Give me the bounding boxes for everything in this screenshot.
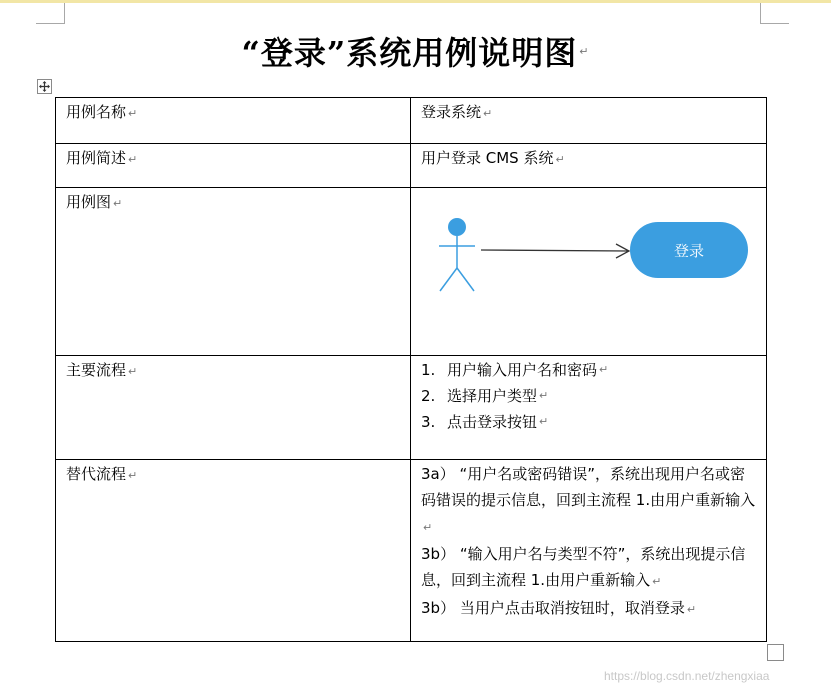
table-row <box>56 356 767 460</box>
usecase-login[interactable] <box>630 222 748 278</box>
row-label-cell[interactable] <box>56 98 411 144</box>
paragraph-mark: ↵ <box>539 415 549 428</box>
row-label-cell[interactable] <box>56 144 411 188</box>
row-value: 登录系统 <box>421 103 482 121</box>
list-number: 3. <box>421 413 436 431</box>
row-value-cell[interactable] <box>411 144 767 188</box>
row-label: 替代流程 <box>66 465 127 483</box>
paragraph-mark: ↵ <box>423 521 433 534</box>
list-text: 点击登录按钮 <box>447 413 538 431</box>
document-title-text: “登录”系统用例说明图 <box>241 34 578 72</box>
paragraph-mark: ↵ <box>128 107 138 120</box>
alt-flow-cell[interactable] <box>411 460 767 642</box>
row-label: 用例名称 <box>66 103 127 121</box>
actor-head <box>448 218 466 236</box>
paragraph-mark: ↵ <box>555 153 565 166</box>
crop-mark-top-left <box>36 3 65 24</box>
alt-flow-text: 3b） “输入用户名与类型不符”，系统出现提示信息，回到主流程 1.由用户重新输入 <box>421 545 746 589</box>
row-value-cell[interactable] <box>411 98 767 144</box>
row-value: 用户登录 CMS 系统 <box>421 149 554 167</box>
usecase-table <box>55 97 767 642</box>
alt-flow-item <box>421 595 756 623</box>
diagram-cell[interactable] <box>411 188 767 356</box>
paragraph-mark: ↵ <box>128 365 138 378</box>
paragraph-mark: ↵ <box>686 603 697 616</box>
list-item <box>421 357 756 383</box>
paragraph-mark: ↵ <box>652 575 662 588</box>
main-flow-list <box>421 357 756 435</box>
top-strip <box>0 0 831 3</box>
table-move-handle[interactable] <box>37 79 52 94</box>
association-arrow <box>481 244 629 258</box>
main-flow-cell[interactable] <box>411 356 767 460</box>
usecase-label: 登录 <box>673 242 705 260</box>
paragraph-mark: ↵ <box>539 389 549 402</box>
usecase-diagram <box>431 216 751 306</box>
actor-figure <box>439 218 475 291</box>
list-number: 2. <box>421 387 436 405</box>
row-label-cell[interactable] <box>56 188 411 356</box>
list-text: 选择用户类型 <box>447 387 538 405</box>
watermark: https://blog.csdn.net/zhengxiaa <box>604 669 770 683</box>
alt-flow-item <box>421 461 756 541</box>
alt-flow-item <box>421 541 756 595</box>
alt-flow-text: 3a） “用户名或密码错误”，系统出现用户名或密码错误的提示信息，回到主流程 1.由用户重新输入 <box>421 465 756 509</box>
table-resize-handle[interactable] <box>767 644 784 661</box>
paragraph-mark: ↵ <box>483 107 493 120</box>
alt-flow-text: 3b） 当用户点击取消按钮时，取消登录 <box>421 599 685 617</box>
paragraph-mark: ↵ <box>113 197 123 210</box>
table-row <box>56 460 767 642</box>
row-label-cell[interactable] <box>56 460 411 642</box>
row-label-cell[interactable] <box>56 356 411 460</box>
paragraph-mark: ↵ <box>128 469 138 482</box>
table-row <box>56 98 767 144</box>
row-label: 用例简述 <box>66 149 127 167</box>
list-item <box>421 383 756 409</box>
paragraph-mark: ↵ <box>599 363 609 376</box>
list-number: 1. <box>421 361 436 379</box>
row-label: 用例图 <box>66 193 112 211</box>
paragraph-mark: ↵ <box>128 153 138 166</box>
move-icon <box>39 81 50 92</box>
paragraph-mark: ↵ <box>579 44 590 58</box>
document-title <box>0 28 831 74</box>
table-row <box>56 188 767 356</box>
list-text: 用户输入用户名和密码 <box>447 361 598 379</box>
table-row <box>56 144 767 188</box>
list-item <box>421 409 756 435</box>
row-label: 主要流程 <box>66 361 127 379</box>
crop-mark-top-right <box>760 3 789 24</box>
